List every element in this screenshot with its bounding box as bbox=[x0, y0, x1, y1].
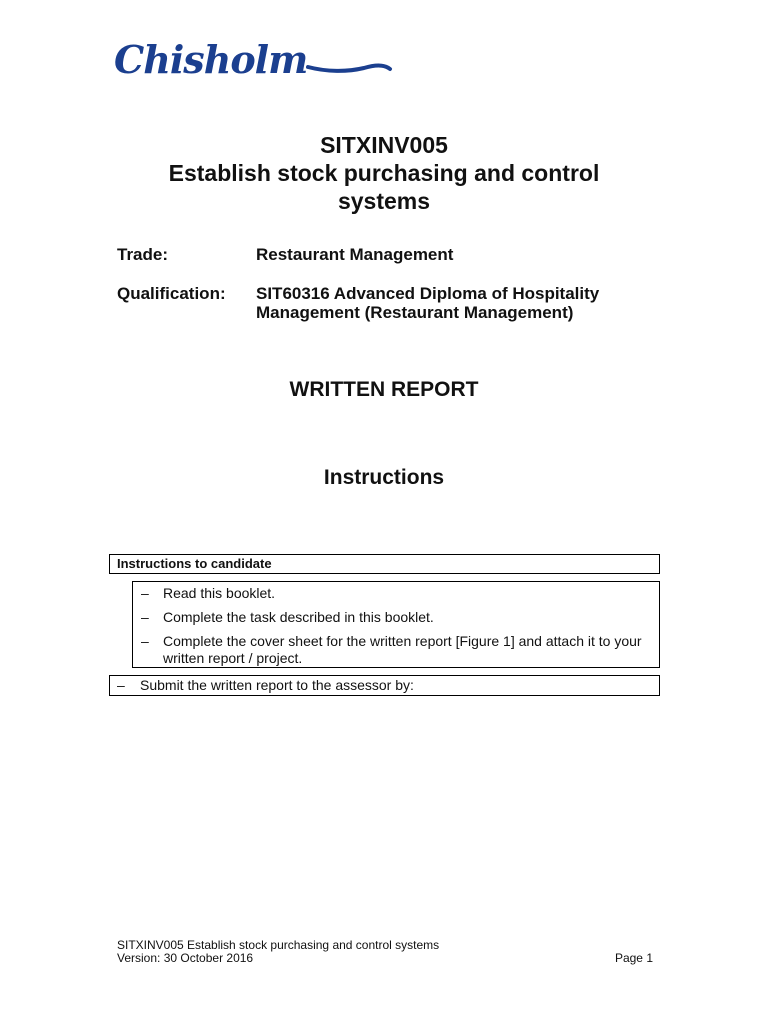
list-item-text: Read this booklet. bbox=[163, 585, 276, 601]
document-title bbox=[0, 131, 768, 215]
qualification-row bbox=[117, 284, 677, 324]
instructions-list bbox=[132, 581, 660, 668]
submit-text: Submit the written report to the assessor by: bbox=[140, 677, 414, 693]
instructions-table-header: Instructions to candidate bbox=[109, 554, 660, 574]
list-item bbox=[141, 633, 649, 667]
written-report-heading: WRITTEN REPORT bbox=[289, 378, 479, 401]
list-item-text: Complete the cover sheet for the written report [Figure 1] and attach it to your written report / project. bbox=[163, 633, 642, 666]
footer-doc-title: SITXINV005 Establish stock purchasing and control systems bbox=[117, 938, 440, 952]
submit-instruction bbox=[109, 675, 660, 696]
trade-value: Restaurant Management bbox=[256, 245, 454, 264]
list-item bbox=[141, 609, 649, 626]
trade-label: Trade: bbox=[117, 245, 169, 264]
chisholm-logo bbox=[112, 36, 394, 82]
dash-bullet: – bbox=[141, 633, 149, 649]
footer-version: Version: 30 October 2016 bbox=[117, 951, 254, 965]
dash-bullet: – bbox=[141, 585, 149, 601]
unit-code: SITXINV005 bbox=[320, 132, 448, 158]
qualification-label: Qualification: bbox=[117, 284, 226, 303]
qualification-value: SIT60316 Advanced Diploma of Hospitality Management (Restaurant Management) bbox=[256, 284, 600, 322]
list-item bbox=[141, 585, 649, 602]
page-footer bbox=[117, 939, 653, 965]
list-item-text: Complete the task described in this booklet. bbox=[163, 609, 434, 625]
dash-bullet: – bbox=[117, 677, 125, 693]
trade-row bbox=[117, 245, 677, 265]
instructions-heading: Instructions bbox=[323, 466, 445, 489]
page-number: Page 1 bbox=[614, 951, 653, 965]
svg-text:Chisholm: Chisholm bbox=[114, 37, 308, 82]
dash-bullet: – bbox=[141, 609, 149, 625]
unit-name: Establish stock purchasing and control systems bbox=[168, 160, 600, 214]
